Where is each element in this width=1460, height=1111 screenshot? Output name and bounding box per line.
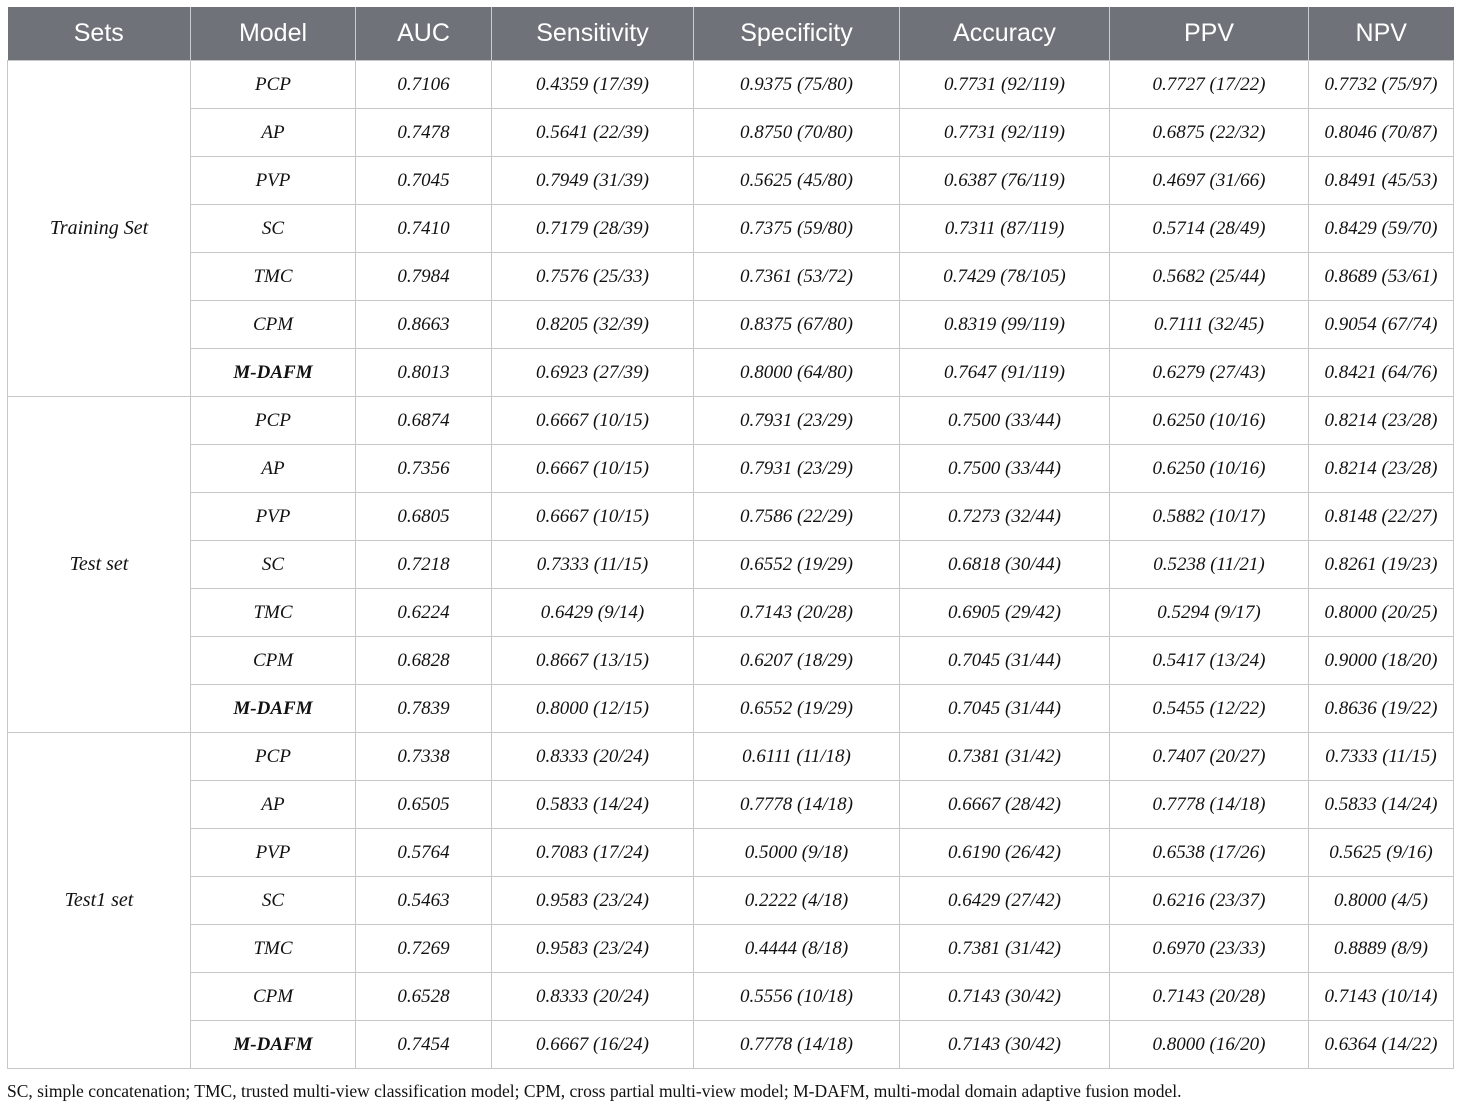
ppv-cell: 0.7778 (14/18) [1110, 781, 1309, 829]
ppv-cell: 0.6279 (27/43) [1110, 349, 1309, 397]
ppv-cell: 0.5294 (9/17) [1110, 589, 1309, 637]
npv-cell: 0.7333 (11/15) [1309, 733, 1454, 781]
results-table [7, 7, 1454, 1069]
table-row [8, 253, 1454, 301]
specificity-cell: 0.8750 (70/80) [694, 109, 900, 157]
auc-cell: 0.6874 [356, 397, 492, 445]
ppv-cell: 0.7111 (32/45) [1110, 301, 1309, 349]
ppv-cell: 0.5882 (10/17) [1110, 493, 1309, 541]
sensitivity-cell: 0.5833 (14/24) [492, 781, 694, 829]
model-cell: AP [191, 445, 356, 493]
model-cell: SC [191, 877, 356, 925]
accuracy-cell: 0.7143 (30/42) [900, 973, 1110, 1021]
accuracy-cell: 0.7045 (31/44) [900, 685, 1110, 733]
table-row [8, 1021, 1454, 1069]
auc-cell: 0.8663 [356, 301, 492, 349]
auc-cell: 0.7410 [356, 205, 492, 253]
specificity-cell: 0.6111 (11/18) [694, 733, 900, 781]
accuracy-cell: 0.6387 (76/119) [900, 157, 1110, 205]
npv-cell: 0.8214 (23/28) [1309, 445, 1454, 493]
auc-cell: 0.6805 [356, 493, 492, 541]
sensitivity-cell: 0.4359 (17/39) [492, 61, 694, 109]
sensitivity-cell: 0.8667 (13/15) [492, 637, 694, 685]
sensitivity-cell: 0.6429 (9/14) [492, 589, 694, 637]
specificity-cell: 0.6552 (19/29) [694, 685, 900, 733]
sensitivity-cell: 0.6667 (10/15) [492, 397, 694, 445]
sensitivity-cell: 0.6667 (10/15) [492, 445, 694, 493]
model-cell: M-DAFM [191, 349, 356, 397]
model-cell: TMC [191, 589, 356, 637]
table-footnote: SC, simple concatenation; TMC, trusted multi-view classification model; CPM, cross partial multi-view model; M-DAFM, multi-modal domain adaptive fusion model. [7, 1081, 1182, 1101]
ppv-cell: 0.7407 (20/27) [1110, 733, 1309, 781]
model-cell: PCP [191, 733, 356, 781]
specificity-cell: 0.9375 (75/80) [694, 61, 900, 109]
model-cell: CPM [191, 301, 356, 349]
header-model: Model [191, 7, 356, 61]
table-row [8, 445, 1454, 493]
auc-cell: 0.6828 [356, 637, 492, 685]
sensitivity-cell: 0.9583 (23/24) [492, 925, 694, 973]
specificity-cell: 0.7931 (23/29) [694, 397, 900, 445]
sensitivity-cell: 0.8000 (12/15) [492, 685, 694, 733]
npv-cell: 0.5625 (9/16) [1309, 829, 1454, 877]
sensitivity-cell: 0.8333 (20/24) [492, 733, 694, 781]
sensitivity-cell: 0.7949 (31/39) [492, 157, 694, 205]
npv-cell: 0.8261 (19/23) [1309, 541, 1454, 589]
sensitivity-cell: 0.7333 (11/15) [492, 541, 694, 589]
model-cell: TMC [191, 925, 356, 973]
specificity-cell: 0.7375 (59/80) [694, 205, 900, 253]
accuracy-cell: 0.7731 (92/119) [900, 109, 1110, 157]
table-row [8, 637, 1454, 685]
npv-cell: 0.9054 (67/74) [1309, 301, 1454, 349]
table-row [8, 877, 1454, 925]
ppv-cell: 0.5417 (13/24) [1110, 637, 1309, 685]
npv-cell: 0.8046 (70/87) [1309, 109, 1454, 157]
auc-cell: 0.7356 [356, 445, 492, 493]
model-cell: SC [191, 541, 356, 589]
table-row [8, 397, 1454, 445]
specificity-cell: 0.7586 (22/29) [694, 493, 900, 541]
table-header [8, 7, 1454, 61]
table-row [8, 685, 1454, 733]
model-cell: CPM [191, 973, 356, 1021]
table-row [8, 205, 1454, 253]
ppv-cell: 0.6970 (23/33) [1110, 925, 1309, 973]
sensitivity-cell: 0.6923 (27/39) [492, 349, 694, 397]
set-label-cell: Test set [8, 397, 191, 733]
auc-cell: 0.6505 [356, 781, 492, 829]
specificity-cell: 0.6552 (19/29) [694, 541, 900, 589]
npv-cell: 0.8636 (19/22) [1309, 685, 1454, 733]
specificity-cell: 0.4444 (8/18) [694, 925, 900, 973]
npv-cell: 0.8000 (20/25) [1309, 589, 1454, 637]
accuracy-cell: 0.7381 (31/42) [900, 925, 1110, 973]
npv-cell: 0.8000 (4/5) [1309, 877, 1454, 925]
auc-cell: 0.8013 [356, 349, 492, 397]
model-cell: PCP [191, 61, 356, 109]
sensitivity-cell: 0.6667 (16/24) [492, 1021, 694, 1069]
npv-cell: 0.6364 (14/22) [1309, 1021, 1454, 1069]
header-ppv: PPV [1110, 7, 1309, 61]
table-row [8, 829, 1454, 877]
auc-cell: 0.7478 [356, 109, 492, 157]
ppv-cell: 0.5238 (11/21) [1110, 541, 1309, 589]
accuracy-cell: 0.7143 (30/42) [900, 1021, 1110, 1069]
set-label-cell: Training Set [8, 61, 191, 397]
table-row [8, 733, 1454, 781]
auc-cell: 0.7984 [356, 253, 492, 301]
header-npv: NPV [1309, 7, 1454, 61]
table-row [8, 109, 1454, 157]
npv-cell: 0.8421 (64/76) [1309, 349, 1454, 397]
header-sensitivity: Sensitivity [492, 7, 694, 61]
accuracy-cell: 0.7731 (92/119) [900, 61, 1110, 109]
auc-cell: 0.7045 [356, 157, 492, 205]
set-label-cell: Test1 set [8, 733, 191, 1069]
auc-cell: 0.7269 [356, 925, 492, 973]
npv-cell: 0.8889 (8/9) [1309, 925, 1454, 973]
model-cell: CPM [191, 637, 356, 685]
specificity-cell: 0.5625 (45/80) [694, 157, 900, 205]
header-sets: Sets [8, 7, 191, 61]
npv-cell: 0.8214 (23/28) [1309, 397, 1454, 445]
ppv-cell: 0.6216 (23/37) [1110, 877, 1309, 925]
table-row [8, 157, 1454, 205]
results-table-container [7, 7, 1453, 1069]
auc-cell: 0.7106 [356, 61, 492, 109]
npv-cell: 0.5833 (14/24) [1309, 781, 1454, 829]
ppv-cell: 0.5714 (28/49) [1110, 205, 1309, 253]
table-row [8, 973, 1454, 1021]
specificity-cell: 0.7361 (53/72) [694, 253, 900, 301]
npv-cell: 0.9000 (18/20) [1309, 637, 1454, 685]
ppv-cell: 0.5682 (25/44) [1110, 253, 1309, 301]
sensitivity-cell: 0.7179 (28/39) [492, 205, 694, 253]
model-cell: M-DAFM [191, 685, 356, 733]
specificity-cell: 0.2222 (4/18) [694, 877, 900, 925]
specificity-cell: 0.7778 (14/18) [694, 781, 900, 829]
header-auc: AUC [356, 7, 492, 61]
auc-cell: 0.6528 [356, 973, 492, 1021]
auc-cell: 0.7218 [356, 541, 492, 589]
model-cell: TMC [191, 253, 356, 301]
table-row [8, 781, 1454, 829]
accuracy-cell: 0.7500 (33/44) [900, 397, 1110, 445]
auc-cell: 0.7454 [356, 1021, 492, 1069]
model-cell: PVP [191, 829, 356, 877]
specificity-cell: 0.7143 (20/28) [694, 589, 900, 637]
ppv-cell: 0.7143 (20/28) [1110, 973, 1309, 1021]
accuracy-cell: 0.6429 (27/42) [900, 877, 1110, 925]
ppv-cell: 0.6875 (22/32) [1110, 109, 1309, 157]
accuracy-cell: 0.6190 (26/42) [900, 829, 1110, 877]
auc-cell: 0.7839 [356, 685, 492, 733]
table-row [8, 493, 1454, 541]
model-cell: M-DAFM [191, 1021, 356, 1069]
accuracy-cell: 0.6667 (28/42) [900, 781, 1110, 829]
npv-cell: 0.8148 (22/27) [1309, 493, 1454, 541]
specificity-cell: 0.8375 (67/80) [694, 301, 900, 349]
table-row [8, 61, 1454, 109]
specificity-cell: 0.6207 (18/29) [694, 637, 900, 685]
header-row [8, 7, 1454, 61]
accuracy-cell: 0.7045 (31/44) [900, 637, 1110, 685]
table-row [8, 541, 1454, 589]
model-cell: PCP [191, 397, 356, 445]
model-cell: PVP [191, 493, 356, 541]
accuracy-cell: 0.6905 (29/42) [900, 589, 1110, 637]
specificity-cell: 0.7778 (14/18) [694, 1021, 900, 1069]
model-cell: SC [191, 205, 356, 253]
npv-cell: 0.8689 (53/61) [1309, 253, 1454, 301]
npv-cell: 0.7732 (75/97) [1309, 61, 1454, 109]
npv-cell: 0.8491 (45/53) [1309, 157, 1454, 205]
accuracy-cell: 0.8319 (99/119) [900, 301, 1110, 349]
npv-cell: 0.8429 (59/70) [1309, 205, 1454, 253]
auc-cell: 0.5764 [356, 829, 492, 877]
ppv-cell: 0.8000 (16/20) [1110, 1021, 1309, 1069]
ppv-cell: 0.6538 (17/26) [1110, 829, 1309, 877]
table-row [8, 589, 1454, 637]
sensitivity-cell: 0.7083 (17/24) [492, 829, 694, 877]
sensitivity-cell: 0.5641 (22/39) [492, 109, 694, 157]
accuracy-cell: 0.7500 (33/44) [900, 445, 1110, 493]
accuracy-cell: 0.7273 (32/44) [900, 493, 1110, 541]
sensitivity-cell: 0.8333 (20/24) [492, 973, 694, 1021]
ppv-cell: 0.7727 (17/22) [1110, 61, 1309, 109]
specificity-cell: 0.8000 (64/80) [694, 349, 900, 397]
ppv-cell: 0.6250 (10/16) [1110, 445, 1309, 493]
specificity-cell: 0.7931 (23/29) [694, 445, 900, 493]
sensitivity-cell: 0.9583 (23/24) [492, 877, 694, 925]
accuracy-cell: 0.6818 (30/44) [900, 541, 1110, 589]
table-row [8, 349, 1454, 397]
accuracy-cell: 0.7429 (78/105) [900, 253, 1110, 301]
sensitivity-cell: 0.7576 (25/33) [492, 253, 694, 301]
ppv-cell: 0.5455 (12/22) [1110, 685, 1309, 733]
header-specificity: Specificity [694, 7, 900, 61]
model-cell: AP [191, 109, 356, 157]
accuracy-cell: 0.7311 (87/119) [900, 205, 1110, 253]
auc-cell: 0.7338 [356, 733, 492, 781]
accuracy-cell: 0.7647 (91/119) [900, 349, 1110, 397]
auc-cell: 0.5463 [356, 877, 492, 925]
table-body [8, 61, 1454, 1069]
table-row [8, 925, 1454, 973]
npv-cell: 0.7143 (10/14) [1309, 973, 1454, 1021]
model-cell: AP [191, 781, 356, 829]
sensitivity-cell: 0.8205 (32/39) [492, 301, 694, 349]
model-cell: PVP [191, 157, 356, 205]
ppv-cell: 0.4697 (31/66) [1110, 157, 1309, 205]
ppv-cell: 0.6250 (10/16) [1110, 397, 1309, 445]
table-row [8, 301, 1454, 349]
sensitivity-cell: 0.6667 (10/15) [492, 493, 694, 541]
specificity-cell: 0.5556 (10/18) [694, 973, 900, 1021]
specificity-cell: 0.5000 (9/18) [694, 829, 900, 877]
accuracy-cell: 0.7381 (31/42) [900, 733, 1110, 781]
header-accuracy: Accuracy [900, 7, 1110, 61]
auc-cell: 0.6224 [356, 589, 492, 637]
